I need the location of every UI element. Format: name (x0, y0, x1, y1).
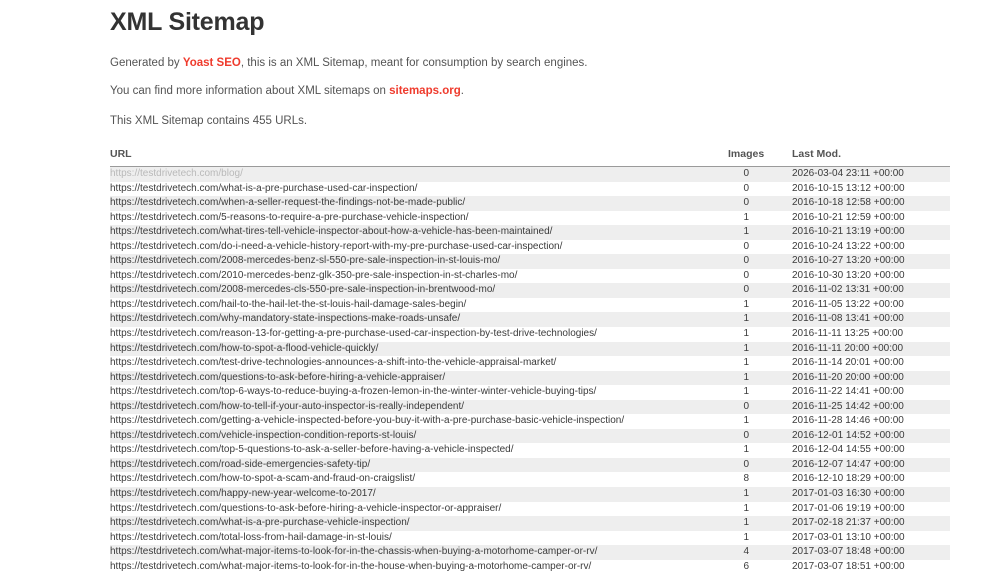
sitemap-url-link[interactable]: https://testdrivetech.com/blog/ (110, 168, 243, 179)
table-cell-lastmod: 2016-10-24 13:22 +00:00 (782, 240, 950, 255)
table-row[interactable] (110, 472, 950, 487)
table-cell-lastmod: 2016-10-27 13:20 +00:00 (782, 254, 950, 269)
table-cell-lastmod: 2017-03-07 18:51 +00:00 (782, 560, 950, 574)
table-cell-url (110, 342, 722, 357)
more-info-line (110, 79, 890, 104)
table-cell-url (110, 429, 722, 444)
sitemap-url-link[interactable]: https://testdrivetech.com/2008-mercedes-cls-550-pre-sale-inspection-in-brentwood-mo/ (110, 284, 495, 295)
sitemap-url-link[interactable]: https://testdrivetech.com/how-to-tell-if-your-auto-inspector-is-really-independent/ (110, 401, 464, 412)
sitemap-url-link[interactable]: https://testdrivetech.com/happy-new-year-welcome-to-2017/ (110, 488, 376, 499)
yoast-seo-link[interactable]: Yoast SEO (183, 57, 241, 69)
generated-by-line (110, 51, 890, 76)
sitemap-url-link[interactable]: https://testdrivetech.com/when-a-seller-request-the-findings-not-be-made-public/ (110, 197, 465, 208)
table-cell-images: 1 (722, 211, 782, 226)
column-header-lastmod[interactable]: Last Mod. (782, 148, 950, 167)
table-cell-images: 4 (722, 545, 782, 560)
table-cell-images: 1 (722, 356, 782, 371)
table-row[interactable] (110, 182, 950, 197)
sitemap-url-link[interactable]: https://testdrivetech.com/questions-to-ask-before-hiring-a-vehicle-inspector-or-appraiser/ (110, 503, 501, 514)
table-cell-url (110, 458, 722, 473)
table-cell-images: 0 (722, 429, 782, 444)
table-cell-url (110, 182, 722, 197)
sitemap-url-link[interactable]: https://testdrivetech.com/how-to-spot-a-flood-vehicle-quickly/ (110, 343, 378, 354)
table-row[interactable] (110, 327, 950, 342)
sitemap-url-link[interactable]: https://testdrivetech.com/getting-a-vehicle-inspected-before-you-buy-it-with-a-pre-purchase-basic-vehicle-inspection/ (110, 415, 624, 426)
table-cell-lastmod: 2016-11-11 13:25 +00:00 (782, 327, 950, 342)
sitemap-url-link[interactable]: https://testdrivetech.com/road-side-emergencies-safety-tip/ (110, 459, 370, 470)
table-cell-lastmod: 2016-11-08 13:41 +00:00 (782, 312, 950, 327)
sitemap-table (110, 148, 950, 574)
table-row[interactable] (110, 545, 950, 560)
table-cell-url (110, 560, 722, 574)
table-cell-images: 1 (722, 298, 782, 313)
table-cell-url (110, 385, 722, 400)
table-row[interactable] (110, 516, 950, 531)
table-cell-images: 1 (722, 502, 782, 517)
table-row[interactable] (110, 487, 950, 502)
sitemap-url-link[interactable]: https://testdrivetech.com/reason-13-for-getting-a-pre-purchase-used-car-inspection-by-test-drive-technologies/ (110, 328, 597, 339)
table-cell-images: 1 (722, 487, 782, 502)
table-cell-url (110, 414, 722, 429)
table-row[interactable] (110, 443, 950, 458)
table-cell-lastmod: 2016-11-25 14:42 +00:00 (782, 400, 950, 415)
table-cell-url (110, 225, 722, 240)
sitemap-url-link[interactable]: https://testdrivetech.com/what-is-a-pre-purchase-used-car-inspection/ (110, 183, 417, 194)
more-info-suffix: . (461, 85, 464, 97)
sitemap-url-link[interactable]: https://testdrivetech.com/test-drive-technologies-announces-a-shift-into-the-vehicle-appraisal-market/ (110, 357, 556, 368)
sitemap-table-head (110, 148, 950, 167)
sitemap-url-link[interactable]: https://testdrivetech.com/top-5-questions-to-ask-a-seller-before-having-a-vehicle-inspected/ (110, 444, 514, 455)
table-cell-url (110, 487, 722, 502)
table-cell-images: 0 (722, 196, 782, 211)
sitemap-url-link[interactable]: https://testdrivetech.com/5-reasons-to-require-a-pre-purchase-vehicle-inspection/ (110, 212, 469, 223)
table-cell-url (110, 269, 722, 284)
table-cell-lastmod: 2017-01-06 19:19 +00:00 (782, 502, 950, 517)
table-cell-url (110, 400, 722, 415)
sitemap-url-link[interactable]: https://testdrivetech.com/what-major-items-to-look-for-in-the-house-when-buying-a-motorhome-camper-or-rv/ (110, 561, 591, 572)
table-cell-url (110, 545, 722, 560)
table-cell-url (110, 312, 722, 327)
table-cell-images: 1 (722, 312, 782, 327)
sitemap-url-link[interactable]: https://testdrivetech.com/total-loss-from-hail-damage-in-st-louis/ (110, 532, 392, 543)
table-cell-lastmod: 2017-03-07 18:48 +00:00 (782, 545, 950, 560)
column-header-url[interactable]: URL (110, 148, 722, 167)
table-cell-images: 1 (722, 327, 782, 342)
table-cell-lastmod: 2016-12-10 18:29 +00:00 (782, 472, 950, 487)
table-cell-images: 1 (722, 531, 782, 546)
sitemap-url-link[interactable]: https://testdrivetech.com/vehicle-inspection-condition-reports-st-louis/ (110, 430, 416, 441)
table-cell-lastmod: 2016-12-01 14:52 +00:00 (782, 429, 950, 444)
sitemap-url-link[interactable]: https://testdrivetech.com/how-to-spot-a-scam-and-fraud-on-craigslist/ (110, 473, 415, 484)
table-cell-url (110, 167, 722, 182)
table-cell-images: 1 (722, 342, 782, 357)
table-row[interactable] (110, 196, 950, 211)
table-cell-url (110, 443, 722, 458)
table-row[interactable] (110, 312, 950, 327)
table-cell-url (110, 516, 722, 531)
table-cell-lastmod: 2016-10-15 13:12 +00:00 (782, 182, 950, 197)
sitemap-url-link[interactable]: https://testdrivetech.com/what-major-items-to-look-for-in-the-chassis-when-buying-a-motorhome-camper-or-rv/ (110, 546, 597, 557)
table-row[interactable] (110, 458, 950, 473)
table-cell-lastmod: 2016-11-02 13:31 +00:00 (782, 283, 950, 298)
table-cell-url (110, 196, 722, 211)
table-cell-lastmod: 2016-12-04 14:55 +00:00 (782, 443, 950, 458)
table-row[interactable] (110, 429, 950, 444)
table-cell-images: 1 (722, 225, 782, 240)
table-cell-url (110, 240, 722, 255)
table-cell-images: 1 (722, 385, 782, 400)
table-row[interactable] (110, 385, 950, 400)
url-count-line: This XML Sitemap contains 455 URLs. (110, 109, 890, 134)
sitemap-url-link[interactable]: https://testdrivetech.com/do-i-need-a-vehicle-history-report-with-my-pre-purchase-used-car-inspection/ (110, 241, 562, 252)
table-cell-images: 0 (722, 283, 782, 298)
table-cell-images: 0 (722, 240, 782, 255)
sitemap-url-link[interactable]: https://testdrivetech.com/hail-to-the-hail-let-the-st-louis-hail-damage-sales-begin/ (110, 299, 466, 310)
generated-by-prefix: Generated by (110, 57, 183, 69)
table-cell-images: 1 (722, 371, 782, 386)
table-cell-url (110, 472, 722, 487)
table-row[interactable] (110, 400, 950, 415)
table-cell-lastmod: 2017-01-03 16:30 +00:00 (782, 487, 950, 502)
table-cell-lastmod: 2016-11-20 20:00 +00:00 (782, 371, 950, 386)
page-title: XML Sitemap (110, 5, 890, 39)
table-row[interactable] (110, 269, 950, 284)
table-cell-images: 0 (722, 400, 782, 415)
table-cell-images: 1 (722, 443, 782, 458)
sitemap-url-link[interactable]: https://testdrivetech.com/questions-to-ask-before-hiring-a-vehicle-appraiser/ (110, 372, 445, 383)
table-row[interactable] (110, 371, 950, 386)
table-cell-lastmod: 2016-11-14 20:01 +00:00 (782, 356, 950, 371)
table-row[interactable] (110, 240, 950, 255)
table-cell-images: 1 (722, 414, 782, 429)
table-row[interactable] (110, 356, 950, 371)
generated-by-suffix: , this is an XML Sitemap, meant for consumption by search engines. (241, 57, 588, 69)
table-cell-url (110, 327, 722, 342)
table-row[interactable] (110, 254, 950, 269)
table-header-row (110, 148, 950, 167)
table-cell-url (110, 371, 722, 386)
table-row[interactable] (110, 225, 950, 240)
table-cell-lastmod: 2016-11-05 13:22 +00:00 (782, 298, 950, 313)
sitemap-url-link[interactable]: https://testdrivetech.com/what-is-a-pre-purchase-vehicle-inspection/ (110, 517, 410, 528)
table-row[interactable] (110, 283, 950, 298)
sitemap-url-link[interactable]: https://testdrivetech.com/why-mandatory-state-inspections-make-roads-unsafe/ (110, 313, 460, 324)
column-header-images[interactable]: Images (722, 148, 782, 167)
table-cell-lastmod: 2016-11-28 14:46 +00:00 (782, 414, 950, 429)
sitemap-url-link[interactable]: https://testdrivetech.com/2008-mercedes-benz-sl-550-pre-sale-inspection-in-st-louis-mo/ (110, 255, 500, 266)
table-cell-lastmod: 2016-10-18 12:58 +00:00 (782, 196, 950, 211)
table-row[interactable] (110, 414, 950, 429)
table-cell-url (110, 502, 722, 517)
table-cell-lastmod: 2016-11-22 14:41 +00:00 (782, 385, 950, 400)
table-cell-lastmod: 2016-12-07 14:47 +00:00 (782, 458, 950, 473)
table-cell-lastmod: 2017-03-01 13:10 +00:00 (782, 531, 950, 546)
table-cell-images: 0 (722, 254, 782, 269)
table-cell-lastmod: 2016-10-30 13:20 +00:00 (782, 269, 950, 284)
table-cell-images: 0 (722, 182, 782, 197)
sitemap-url-link[interactable]: https://testdrivetech.com/what-tires-tell-vehicle-inspector-about-how-a-vehicle-has-been-maintained/ (110, 226, 552, 237)
table-cell-lastmod: 2016-10-21 12:59 +00:00 (782, 211, 950, 226)
table-cell-images: 1 (722, 516, 782, 531)
table-cell-images: 6 (722, 560, 782, 574)
sitemap-table-body (110, 167, 950, 574)
sitemap-url-link[interactable]: https://testdrivetech.com/2010-mercedes-benz-glk-350-pre-sale-inspection-in-st-charles-mo/ (110, 270, 517, 281)
table-row[interactable] (110, 167, 950, 182)
table-cell-images: 0 (722, 167, 782, 182)
table-row[interactable] (110, 211, 950, 226)
table-cell-url (110, 254, 722, 269)
table-cell-images: 8 (722, 472, 782, 487)
table-cell-lastmod: 2016-10-21 13:19 +00:00 (782, 225, 950, 240)
table-cell-images: 0 (722, 269, 782, 284)
more-info-prefix: You can find more information about XML sitemaps on (110, 85, 389, 97)
table-cell-url (110, 298, 722, 313)
table-cell-lastmod: 2026-03-04 23:11 +00:00 (782, 167, 950, 182)
sitemap-url-link[interactable]: https://testdrivetech.com/top-6-ways-to-reduce-buying-a-frozen-lemon-in-the-winter-winter-vehicle-buying-tips/ (110, 386, 596, 397)
table-row[interactable] (110, 560, 950, 574)
table-cell-url (110, 211, 722, 226)
table-cell-url (110, 356, 722, 371)
sitemaps-org-link[interactable]: sitemaps.org (389, 85, 461, 97)
table-cell-images: 0 (722, 458, 782, 473)
table-cell-lastmod: 2017-02-18 21:37 +00:00 (782, 516, 950, 531)
table-row[interactable] (110, 502, 950, 517)
table-cell-lastmod: 2016-11-11 20:00 +00:00 (782, 342, 950, 357)
table-cell-url (110, 283, 722, 298)
table-row[interactable] (110, 342, 950, 357)
table-row[interactable] (110, 298, 950, 313)
